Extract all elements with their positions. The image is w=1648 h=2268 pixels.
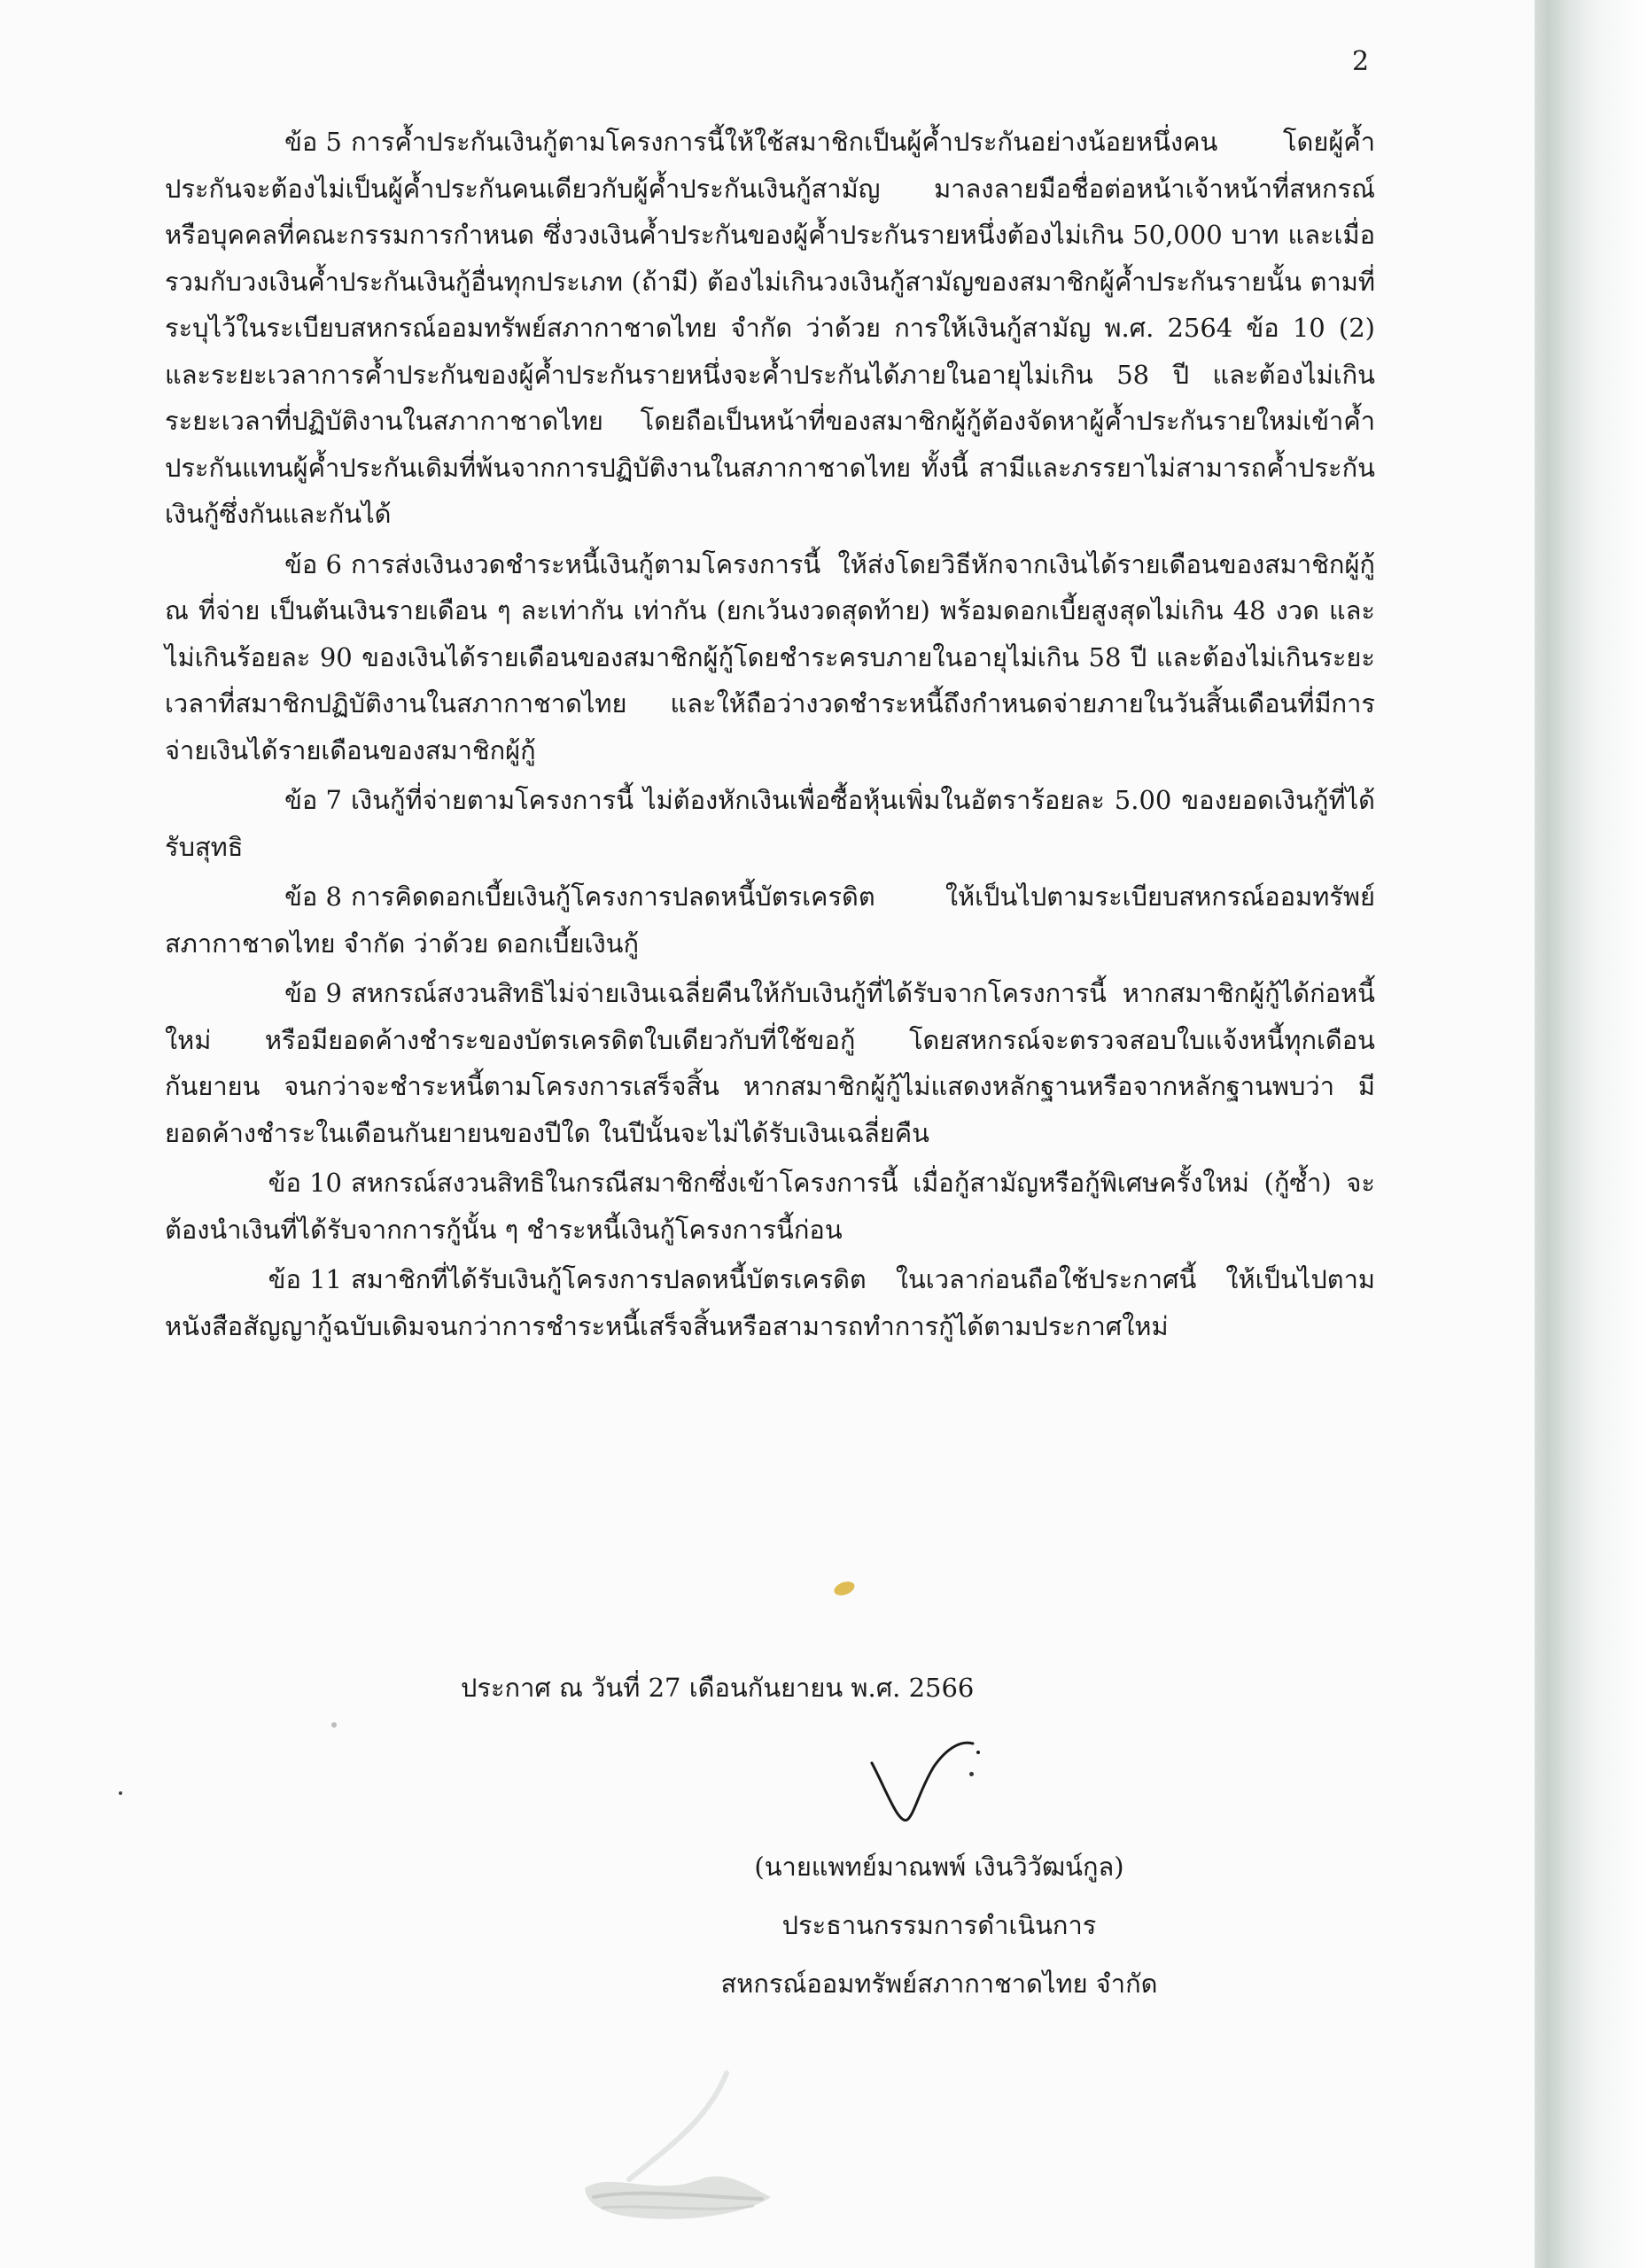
clause-head: ข้อ 8 <box>284 882 342 912</box>
clause-5 <box>165 119 1375 538</box>
document-body <box>165 119 1375 1353</box>
clause-text: การค้ำประกันเงินกู้ตามโครงการนี้ให้ใช้สมาชิกเป็นผู้ค้ำประกันอย่างน้อยหนึ่งคน โดยผู้ค้ำประกันจะต้องไม่เป็นผู้ค้ำประกันคนเดียวกับผู้ค้ำประกันเงินกู้สามัญ มาลงลายมือชื่อต่อหน้าเจ้าหน้าที่สหกรณ์ หรือบุคคลที่คณะกรรมการกำหนด ซึ่งวงเงินค้ำประกันของผู้ค้ำประกันรายหนึ่งต้องไม่เกิน 50,000 บาท และเมื่อรวมกับวงเงินค้ำประกันเงินกู้อื่นทุกประเภท (ถ้ามี) ต้องไม่เกินวงเงินกู้สามัญของสมาชิกผู้ค้ำประกันรายนั้น ตามที่ระบุไว้ในระเบียบสหกรณ์ออมทรัพย์สภากาชาดไทย จำกัด ว่าด้วย การให้เงินกู้สามัญ พ.ศ. 2564 ข้อ 10 (2) และระยะเวลาการค้ำประกันของผู้ค้ำประกันรายหนึ่งจะค้ำประกันได้ภายในอายุไม่เกิน 58 ปี และต้องไม่เกินระยะเวลาที่ปฏิบัติงานในสภากาชาดไทย โดยถือเป็นหน้าที่ของสมาชิกผู้กู้ต้องจัดหาผู้ค้ำประกันรายใหม่เข้าค้ำประกันแทนผู้ค้ำประกันเดิมที่พ้นจากการปฏิบัติงานในสภากาชาดไทย ทั้งนี้ สามีและภรรยาไม่สามารถค้ำประกันเงินกู้ซึ่งกันและกันได้ <box>165 127 1375 529</box>
signer-organization: สหกรณ์ออมทรัพย์สภากาชาดไทย จำกัด <box>720 1969 1158 1999</box>
ink-smudge <box>576 2064 780 2233</box>
signer-name: (นายแพทย์มาณพพ์ เงินวิวัฒน์กูล) <box>754 1852 1124 1882</box>
clause-text: เงินกู้ที่จ่ายตามโครงการนี้ ไม่ต้องหักเงินเพื่อซื้อหุ้นเพิ่มในอัตราร้อยละ 5.00 ของยอดเงินกู้ที่ได้รับสุทธิ <box>165 785 1375 862</box>
scan-speck <box>331 1722 337 1728</box>
clause-8 <box>165 874 1375 967</box>
signer-position: ประธานกรรมการดำเนินการ <box>781 1910 1097 1940</box>
clause-head: ข้อ 9 <box>284 978 342 1008</box>
signature <box>868 1728 983 1834</box>
clause-head: ข้อ 7 <box>284 785 342 815</box>
clause-text: สหกรณ์สงวนสิทธิในกรณีสมาชิกซึ่งเข้าโครงการนี้ เมื่อกู้สามัญหรือกู้พิเศษครั้งใหม่ (กู้ซ้ำ) จะต้องนำเงินที่ได้รับจากการกู้นั้น ๆ ชำระหนี้เงินกู้โครงการนี้ก่อน <box>165 1168 1375 1245</box>
scan-edge-shadow <box>1535 0 1648 2268</box>
clause-head: ข้อ 11 <box>268 1264 342 1294</box>
clause-text: การส่งเงินงวดชำระหนี้เงินกู้ตามโครงการนี้ ให้ส่งโดยวิธีหักจากเงินได้รายเดือนของสมาชิกผู้กู้ ณ ที่จ่าย เป็นต้นเงินรายเดือน ๆ ละเท่ากัน เท่ากัน (ยกเว้นงวดสุดท้าย) พร้อมดอกเบี้ยสูงสุดไม่เกิน 48 งวด และไม่เกินร้อยละ 90 ของเงินได้รายเดือนของสมาชิกผู้กู้โดยชำระครบภายในอายุไม่เกิน 58 ปี และต้องไม่เกินระยะเวลาที่สมาชิกปฏิบัติงานในสภากาชาดไทย และให้ถือว่างวดชำระหนี้ถึงกำหนดจ่ายภายในวันสิ้นเดือนที่มีการจ่ายเงินได้รายเดือนของสมาชิกผู้กู้ <box>165 548 1375 765</box>
highlighter-mark <box>832 1579 856 1597</box>
clause-text: สหกรณ์สงวนสิทธิไม่จ่ายเงินเฉลี่ยคืนให้กับเงินกู้ที่ได้รับจากโครงการนี้ หากสมาชิกผู้กู้ได้ก่อหนี้ใหม่ หรือมียอดค้างชำระของบัตรเครดิตใบเดียวกับที่ใช้ขอกู้ โดยสหกรณ์จะตรวจสอบใบแจ้งหนี้ทุกเดือนกันยายน จนกว่าจะชำระหนี้ตามโครงการเสร็จสิ้น หากสมาชิกผู้กู้ไม่แสดงหลักฐานหรือจากหลักฐานพบว่า มียอดค้างชำระในเดือนกันยายนของปีใด ในปีนั้นจะไม่ได้รับเงินเฉลี่ยคืน <box>165 978 1375 1148</box>
signer-block <box>691 1837 1187 2013</box>
clause-head: ข้อ 6 <box>284 548 342 579</box>
clause-head: ข้อ 5 <box>284 127 342 157</box>
clause-text: การคิดดอกเบี้ยเงินกู้โครงการปลดหนี้บัตรเครดิต ให้เป็นไปตามระเบียบสหกรณ์ออมทรัพย์สภากาชาดไทย จำกัด ว่าด้วย ดอกเบี้ยเงินกู้ <box>165 882 1375 959</box>
scan-speck <box>119 1791 122 1795</box>
clause-6 <box>165 541 1375 774</box>
clause-9 <box>165 970 1375 1156</box>
scan-speck <box>969 1772 974 1776</box>
clause-10 <box>165 1160 1375 1253</box>
clause-head: ข้อ 10 <box>268 1168 342 1198</box>
clause-11 <box>165 1256 1375 1349</box>
page-number: 2 <box>1352 46 1370 77</box>
clause-text: สมาชิกที่ได้รับเงินกู้โครงการปลดหนี้บัตรเครดิต ในเวลาก่อนถือใช้ประกาศนี้ ให้เป็นไปตามหนังสือสัญญากู้ฉบับเดิมจนกว่าการชำระหนี้เสร็จสิ้นหรือสามารถทำการกู้ได้ตามประกาศใหม่ <box>165 1264 1375 1341</box>
announcement-date: ประกาศ ณ วันที่ 27 เดือนกันยายน พ.ศ. 2566 <box>461 1673 975 1703</box>
clause-7 <box>165 777 1375 870</box>
